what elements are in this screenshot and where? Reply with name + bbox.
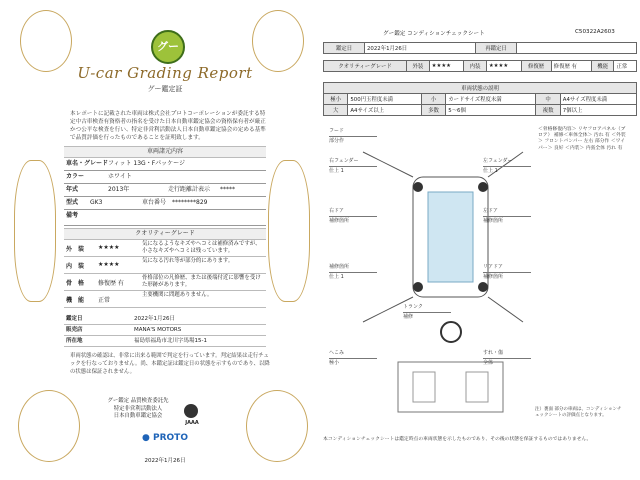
goo-logo-badge: グー <box>151 30 185 64</box>
vehicle-year-label: 年式 <box>66 186 79 193</box>
steering-wheel-icon <box>441 322 461 342</box>
quality-marker: 正常 <box>98 297 111 304</box>
legend-value: カードサイズ程度未満 <box>446 94 536 105</box>
issuing-organization <box>88 398 188 421</box>
vehicle-color-row <box>64 170 266 184</box>
legend-value: 500円玉程度未満 <box>348 94 421 105</box>
quality-row-exterior <box>64 240 266 257</box>
car-cabin <box>428 192 473 282</box>
ornament-top-right <box>252 10 304 72</box>
part-box: フード 部分作 <box>329 128 377 144</box>
quality-description: 骨格部位の凡修歴、または後端付近に影響を受けた形跡があります。 <box>142 275 261 288</box>
quality-grade-label: クオリティーグレード <box>324 61 407 72</box>
legend-title: 車両状態の説明 <box>324 83 637 94</box>
legend-value: 5～6個 <box>446 105 536 116</box>
appraisal-date-label: 鑑定日 <box>324 43 365 54</box>
vehicle-color-value: ホワイト <box>108 173 132 180</box>
jaaa-label: JAAA <box>185 420 199 426</box>
legend-table <box>323 82 637 116</box>
seat-left <box>413 372 435 402</box>
vehicle-name-label: 車名・グレード <box>66 160 109 167</box>
vehicle-mileage-value: ***** <box>220 186 235 193</box>
vehicle-note-label: 備考 <box>66 212 79 219</box>
interior-outline <box>398 362 503 412</box>
part-box: すれ・傷 全体 <box>483 350 531 366</box>
vehicle-section-title: 車両諸元内容 <box>64 146 266 158</box>
legend-key: 大 <box>324 105 348 116</box>
date-table <box>323 42 637 54</box>
vehicle-chassis-label: 車台番号 <box>142 199 167 206</box>
quality-description: 主要機関に問題ありません。 <box>142 292 213 298</box>
wheel-rear-left <box>413 282 423 292</box>
issue-date: 2022年1月26日 <box>144 458 186 464</box>
repair-history-value: 修復歴 有 <box>551 61 591 72</box>
exterior-stars: ★★★★ <box>429 61 464 72</box>
callout-line <box>488 297 523 322</box>
part-box: 左フェンダー 仕上 1 <box>483 158 531 174</box>
quality-table <box>323 60 637 72</box>
part-box: リアドア 補修箇所 <box>483 264 531 280</box>
appraisal-date-value: 2022年1月26日 <box>134 316 175 322</box>
org-line: 日本自動車鑑定協会 <box>113 413 163 419</box>
wheel-rear-right <box>478 282 488 292</box>
vehicle-year-value: 2013年 <box>108 186 130 193</box>
shop-label: 販売店 <box>66 327 83 333</box>
proto-logo: ● PROTO <box>142 433 188 443</box>
certificate-intro: 本レポートに記載された車両は株式会社プロトコーポレーションが委託する特定中古車検査有資格者の指名を受けた日本自動車鑑定協会の資格保有者が厳正かつ公平な検査を行い、特定非営利活動法人日本自動車鑑定協会の定める基準で品質評価を行ったものであることを証明致します。 <box>70 111 266 141</box>
sheet-number: C50322A2603 <box>575 29 615 35</box>
quality-label: 内 装 <box>66 263 85 270</box>
appraisal-date-label: 鑑定日 <box>66 316 83 322</box>
quality-row-interior <box>64 257 266 274</box>
part-box: 右ドア 補修箇所 <box>329 208 377 224</box>
legend-value: A4サイズ程度未満 <box>560 94 636 105</box>
sheet-footer-note: 本コンディションチェックシートは鑑定時点の車両状態を示したものであり、その後の状態を保証するものではありません。 <box>323 437 592 442</box>
address-label: 所在地 <box>66 338 83 344</box>
part-box: 補修箇所 仕上 1 <box>329 264 377 280</box>
vehicle-model-label: 型式 <box>66 199 79 206</box>
vehicle-model-row <box>64 196 266 210</box>
quality-label: 外 装 <box>66 246 85 253</box>
sheet-mini-note: 注）裏面 部分の車両は、コンディションチェックシートの評価点となります。 <box>535 407 622 418</box>
interior-stars: ★★★★ <box>486 61 521 72</box>
vehicle-mileage-label: 走行距離計表示 <box>168 186 211 193</box>
inspection-notes: ＜骨格修復内容＞ リヤフロアパネル（ブロア） 補修＜車体全体＞ 汚れ 有 ＜外装＞ フロントバンパー 左右 部分作 ＜ワイパー＞ 良好 ＜内装＞ 内張全体 汚れ 有 <box>538 127 626 151</box>
quality-stars: ★★★★ <box>98 244 120 251</box>
legend-key: 小 <box>421 94 445 105</box>
legend-value: A4サイズ以上 <box>348 105 421 116</box>
quality-label: 骨 格 <box>66 280 85 287</box>
ornament-bottom-left <box>18 390 80 462</box>
certificate-notes: 車両状態の確認は、非常に出来る範囲で判定を行っています。判定結果は走行チェックを行なっておりません。尚、本鑑定証は鑑定日の状態を示すものであり、以降の状態は保証されません。 <box>70 353 270 375</box>
org-line: グー鑑定 品質検査委託先 <box>107 398 169 404</box>
quality-row-function <box>64 291 266 308</box>
ornament-top-left <box>20 10 72 72</box>
revisit-date-label: 再鑑定日 <box>476 43 517 54</box>
vehicle-name-value: フィット 13G・Fパッケージ <box>108 160 186 167</box>
ornament-bottom-right <box>246 390 308 462</box>
repair-history-label: 修復歴 <box>521 61 551 72</box>
part-box: へこみ 極小 <box>329 350 377 366</box>
part-box: 左ドア 補修箇所 <box>483 208 531 224</box>
function-value: 正常 <box>614 61 637 72</box>
ornament-mid-right <box>268 160 310 302</box>
appraisal-date-value: 2022年1月26日 <box>365 43 476 54</box>
vehicle-model-value: GK3 <box>90 199 103 206</box>
shop-row <box>64 325 266 336</box>
legend-key: 極小 <box>324 94 348 105</box>
part-box: 右フェンダー 仕上 1 <box>329 158 377 174</box>
certificate-title: U-car Grading Report <box>77 64 253 82</box>
proto-label: PROTO <box>153 433 188 443</box>
quality-description: 気になるようなキズやヘコミは補修済みですが、小さなキズやヘコミは残っています。 <box>142 241 261 254</box>
address-value: 福島県福島市北川字馬場15-1 <box>134 338 207 344</box>
function-label: 機能 <box>591 61 614 72</box>
interior-label: 内装 <box>464 61 487 72</box>
vehicle-year-row <box>64 183 266 197</box>
part-box: トランク 補修 <box>403 304 451 320</box>
seat-right <box>466 372 488 402</box>
quality-label: 機 能 <box>66 297 85 304</box>
quality-marker: 修復歴 有 <box>98 280 124 287</box>
quality-row-frame <box>64 274 266 291</box>
appraisal-date-row <box>64 314 266 325</box>
wheel-front-left <box>413 182 423 192</box>
wheel-front-right <box>478 182 488 192</box>
quality-stars: ★★★★ <box>98 261 120 268</box>
vehicle-diagram-area <box>323 122 640 437</box>
address-row <box>64 336 266 347</box>
condition-check-sheet <box>323 0 640 480</box>
legend-key: 複数 <box>536 105 560 116</box>
vehicle-note-row <box>64 209 266 226</box>
legend-key: 中 <box>536 94 560 105</box>
ornament-mid-left <box>14 160 56 302</box>
legend-key: 多数 <box>421 105 445 116</box>
revisit-date-value <box>517 43 637 54</box>
vehicle-name-row <box>64 157 266 171</box>
sheet-title: グー鑑定 コンディションチェックシート <box>383 31 485 37</box>
jaaa-logo-icon <box>184 404 198 418</box>
certificate-subtitle: グー鑑定証 <box>147 85 183 93</box>
exterior-label: 外装 <box>407 61 430 72</box>
vehicle-color-label: カラー <box>66 173 85 180</box>
org-line: 特定非営利活動法人 <box>113 405 163 412</box>
quality-description: 気になる汚れ等が部分的にあります。 <box>142 258 234 264</box>
shop-value: MANA'S MOTORS <box>134 327 182 333</box>
legend-value: 7個以上 <box>560 105 636 116</box>
vehicle-chassis-value: ********829 <box>172 199 208 206</box>
quality-section-title: クオリティーグレード <box>64 228 266 240</box>
